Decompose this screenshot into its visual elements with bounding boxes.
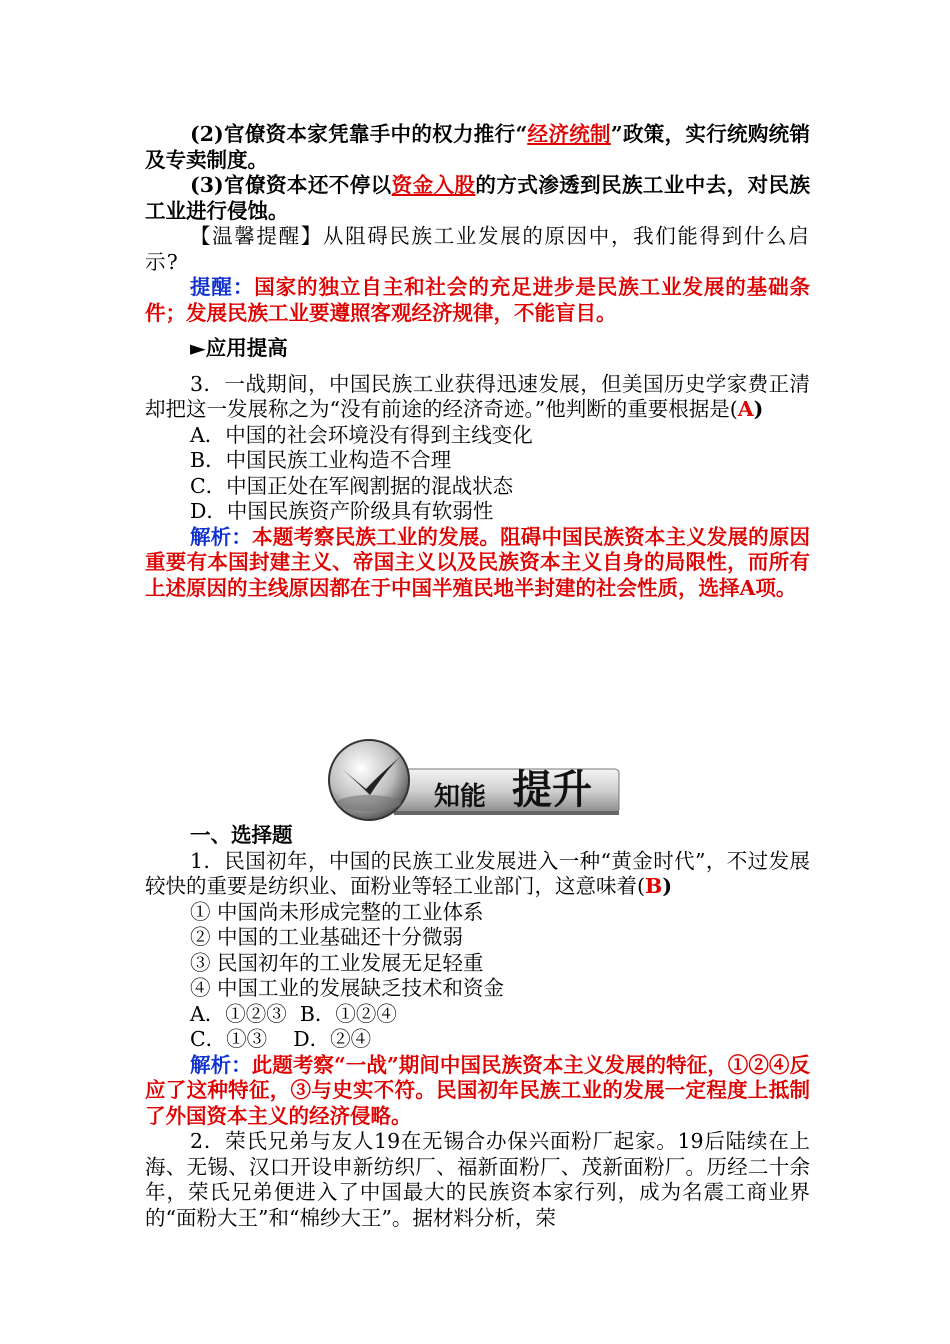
question-1-item: ③ 民国初年的工业发展无足轻重 (190, 950, 484, 975)
banner-label-small: 知能 (434, 782, 487, 812)
question-1-item: ② 中国的工业基础还十分微弱 (190, 925, 464, 949)
tip-question: 【温馨提醒】从阻碍民族工业发展的原因中，我们能得到什么启示? (145, 224, 810, 274)
banner-label-big: 提升 (512, 766, 592, 813)
question-3-option: A．中国的社会环境没有得到主线变化 (190, 422, 533, 447)
question-1-item: ④ 中国工业的发展缺乏技术和资金 (190, 976, 505, 1000)
question-1-item: ① 中国尚未形成完整的工业体系 (190, 899, 484, 924)
question-1-answer: B (645, 874, 663, 898)
paragraph-investment: (3)官僚资本还不停以资金入股的方式渗透到民族工业中去，对民族工业进行侵蚀。 (145, 173, 810, 223)
knowledge-banner (324, 737, 624, 827)
question-1-analysis: 解析：此题考察“一战”期间中国民族资本主义发展的特征，①②④反应了这种特征，③与史实不符。民国初年民族工业的发展一定程度上抵制了外国资本主义的经济侵略。 (145, 1052, 811, 1128)
keyword-economic-control: 经济统制 (527, 122, 611, 146)
question-3-analysis: 解析：本题考察民族工业的发展。阻碍中国民族资本主义发展的原因重要有本国封建主义、帝国主义以及民族资本主义自身的局限性，而所有上述原因的主线原因都在于中国半殖民地半封建的社会性质，选择A项。 (145, 524, 811, 600)
question-3-answer: A (737, 397, 754, 421)
keyword-capital-shares: 资金入股 (391, 173, 476, 197)
paragraph-policy: (2)官僚资本家凭靠手中的权力推行“经济统制”政策，实行统购统销及专卖制度。 (145, 122, 810, 172)
question-2-stem: 2．荣氏兄弟与友人19在无锡合办保兴面粉厂起家。19后陆续在上海、无锡、汉口开设申新纺织厂、福新面粉厂、茂新面粉厂。历经二十余年，荣氏兄弟便进入了中国最大的民族资本家行列，成为名震工商业界的“面粉大王”和“棉纱大王”。据材料分析，荣 (145, 1129, 810, 1230)
question-1-options: A．①②③ B．①②④ (190, 1001, 397, 1026)
exercise-section (145, 823, 810, 1231)
document-body (145, 122, 810, 601)
question-1-options: C．①③ D．②④ (190, 1027, 372, 1051)
seagull-banner-icon (324, 737, 624, 827)
question-3-stem: 3．一战期间，中国民族工业获得迅速发展，但美国历史学家费正清却把这一发展称之为“没有前途的经济奇迹。”他判断的重要根据是(A) (145, 371, 810, 421)
question-1-stem: 1．民国初年，中国的民族工业发展进入一种“黄金时代”，不过发展较快的重要是纺织业、面粉业等轻工业部门，这意味着(B) (145, 848, 810, 898)
section-heading-choice: 一、选择题 (190, 823, 293, 847)
tip-answer: 提醒：国家的独立自主和社会的充足进步是民族工业发展的基础条件；发展民族工业要遵照客观经济规律，不能盲目。 (145, 275, 811, 325)
question-3-option: B．中国民族工业构造不合理 (190, 448, 452, 472)
question-3-option: C．中国正处在军阀割据的混战状态 (190, 473, 514, 498)
question-3-option: D．中国民族资产阶级具有软弱性 (190, 499, 494, 523)
section-heading-apply: ►应用提高 (190, 336, 288, 360)
